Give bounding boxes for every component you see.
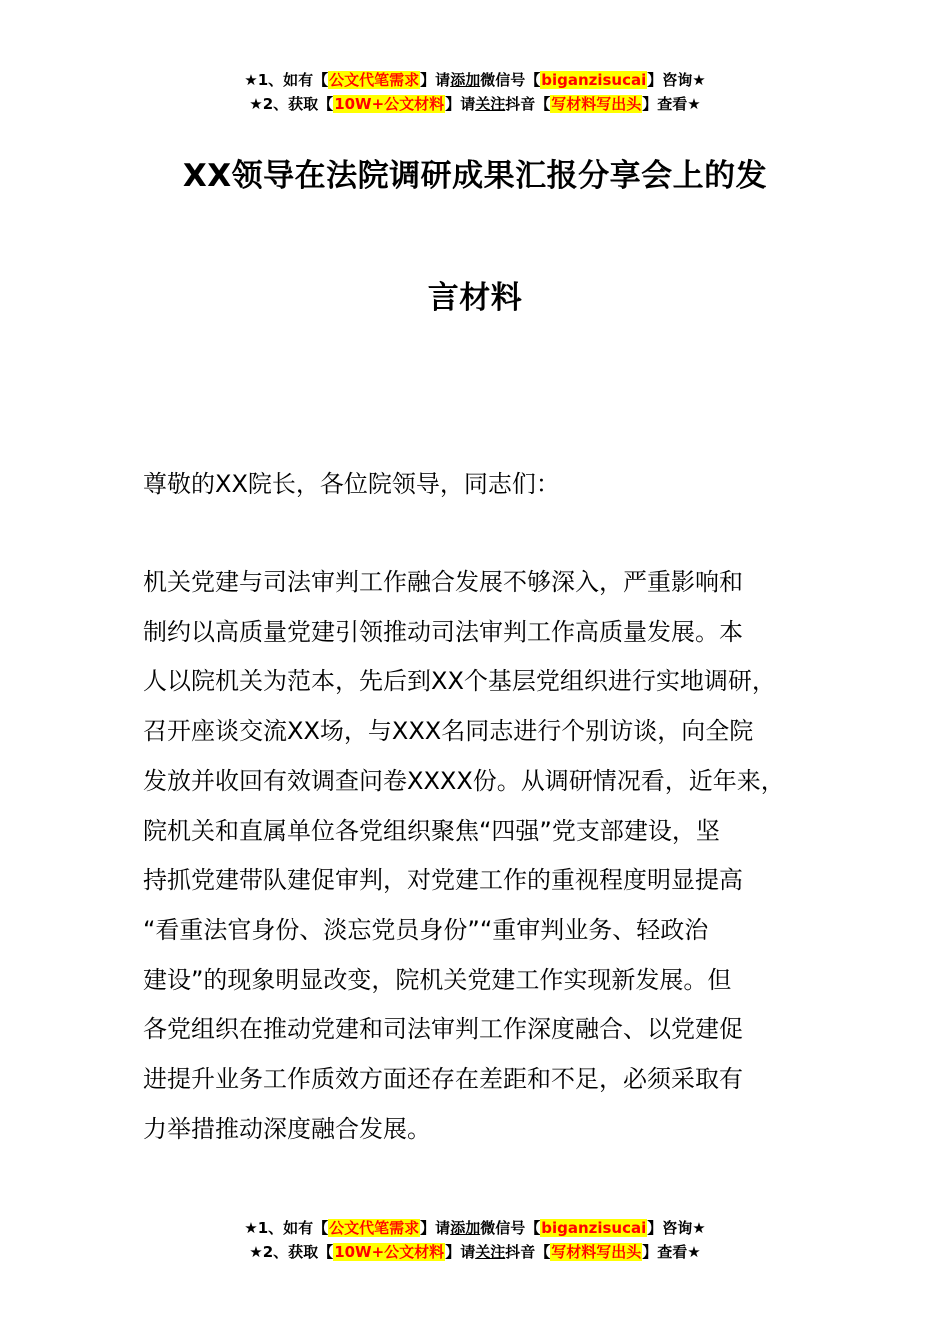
banner-line-1 bbox=[0, 68, 950, 92]
banner-line-2 bbox=[0, 92, 950, 116]
banner-text: 抖音【 bbox=[505, 95, 551, 113]
banner-text: 】查看★ bbox=[642, 1243, 701, 1261]
banner-douyin-id: 写材料写出头 bbox=[551, 95, 642, 113]
banner-text: 】咨询★ bbox=[647, 1219, 706, 1237]
paragraph-line: 发放并收回有效调查问卷XXXX份。从调研情况看，近年来， bbox=[143, 766, 785, 795]
paragraph-line: “看重法官身份、淡忘党员身份”“重审判业务、轻政治 bbox=[143, 915, 709, 944]
banner-highlight: 10W+公文材料 bbox=[334, 1243, 445, 1261]
banner-text: ★2、获取【 bbox=[249, 95, 334, 113]
banner-text: ★2、获取【 bbox=[249, 1243, 334, 1261]
banner-highlight: 10W+公文材料 bbox=[334, 95, 445, 113]
banner-text: ★1、如有【 bbox=[244, 1219, 329, 1237]
paragraph-line: 召开座谈交流XX场，与XXX名同志进行个别访谈，向全院 bbox=[143, 717, 754, 746]
paragraph-line: 机关党建与司法审判工作融合发展不够深入，严重影响和 bbox=[143, 568, 743, 596]
paragraph-line: 各党组织在推动党建和司法审判工作深度融合、以党建促 bbox=[143, 1015, 743, 1044]
banner-text: 】咨询★ bbox=[647, 71, 706, 89]
banner-underline-text: 关注 bbox=[475, 1243, 506, 1261]
paragraph-line: 院机关和直属单位各党组织聚焦“四强”党支部建设，坚 bbox=[143, 816, 720, 845]
paragraph-line: 力举措推动深度融合发展。 bbox=[143, 1114, 431, 1143]
body-paragraph bbox=[143, 558, 833, 1154]
banner-text: ★1、如有【 bbox=[244, 71, 329, 89]
banner-line-1 bbox=[0, 1216, 950, 1240]
banner-underline-text: 添加 bbox=[450, 71, 481, 89]
banner-text: 】查看★ bbox=[642, 95, 701, 113]
banner-text: 】请 bbox=[445, 95, 476, 113]
banner-douyin-id: 写材料写出头 bbox=[551, 1243, 642, 1261]
paragraph-line: 建设”的现象明显改变，院机关党建工作实现新发展。但 bbox=[143, 965, 732, 994]
banner-wechat-id: biganzisucai bbox=[541, 1219, 647, 1237]
top-banner bbox=[0, 68, 950, 116]
banner-text: 微信号【 bbox=[480, 71, 541, 89]
banner-text: 微信号【 bbox=[480, 1219, 541, 1237]
paragraph-line: 持抓党建带队建促审判，对党建工作的重视程度明显提高 bbox=[143, 866, 743, 895]
banner-highlight: 公文代笔需求 bbox=[329, 1219, 420, 1237]
banner-underline-text: 添加 bbox=[450, 1219, 481, 1237]
banner-text: 】请 bbox=[420, 71, 451, 89]
banner-wechat-id: biganzisucai bbox=[541, 71, 647, 89]
paragraph-line: 制约以高质量党建引领推动司法审判工作高质量发展。本 bbox=[143, 617, 743, 646]
document-title-line-2: 言材料 bbox=[427, 280, 523, 316]
banner-line-2 bbox=[0, 1240, 950, 1264]
bottom-banner bbox=[0, 1216, 950, 1264]
paragraph-line: 进提升业务工作质效方面还存在差距和不足，必须采取有 bbox=[143, 1065, 743, 1094]
document-title-line-1: XX领导在法院调研成果汇报分享会上的发 bbox=[182, 158, 768, 194]
paragraph-line: 人以院机关为范本，先后到XX个基层党组织进行实地调研， bbox=[143, 667, 776, 696]
banner-text: 抖音【 bbox=[505, 1243, 551, 1261]
banner-underline-text: 关注 bbox=[475, 95, 506, 113]
salutation: 尊敬的XX院长，各位院领导，同志们： bbox=[143, 470, 560, 498]
banner-text: 】请 bbox=[420, 1219, 451, 1237]
banner-text: 】请 bbox=[445, 1243, 476, 1261]
banner-highlight: 公文代笔需求 bbox=[329, 71, 420, 89]
